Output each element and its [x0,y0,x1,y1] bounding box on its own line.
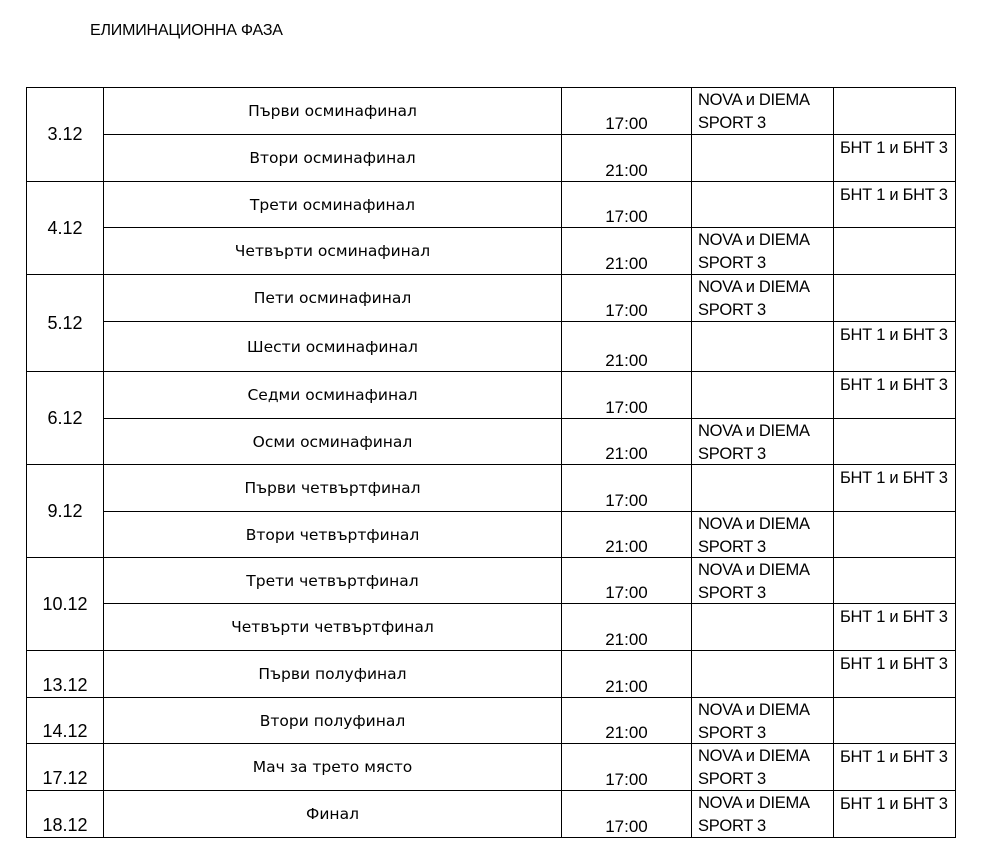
match-cell: Трети четвъртфинал [104,558,562,604]
match-cell: Осми осминафинал [104,419,562,465]
table-row [27,651,956,698]
time-cell: 21:00 [562,651,692,698]
time-cell: 17:00 [562,88,692,135]
broadcaster-bnt-cell-text: БНТ 1 и БНТ 3 [840,608,948,626]
match-cell: Трети осминафинал [104,182,562,228]
broadcaster-bnt-cell [834,275,956,322]
date-cell: 13.12 [27,651,104,698]
broadcaster-nova-cell [692,744,834,791]
broadcaster-nova-cell [692,604,834,651]
table-row [27,182,956,228]
match-cell: Финал [104,791,562,838]
broadcaster-nova-cell [692,372,834,419]
broadcaster-bnt-cell-text: БНТ 1 и БНТ 3 [840,326,948,344]
broadcaster-nova-cell-text: NOVA и DIEMA SPORT 3 [698,561,809,602]
broadcaster-bnt-cell-text: БНТ 1 и БНТ 3 [840,186,948,204]
broadcaster-bnt-cell [834,419,956,465]
date-cell: 4.12 [27,182,104,275]
date-cell: 14.12 [27,698,104,744]
broadcaster-nova-cell [692,228,834,275]
broadcaster-nova-cell-text: NOVA и DIEMA SPORT 3 [698,231,809,272]
broadcaster-nova-cell-text: NOVA и DIEMA SPORT 3 [698,278,809,319]
date-cell: 6.12 [27,372,104,465]
broadcaster-bnt-cell [834,135,956,182]
date-cell: 3.12 [27,88,104,182]
table-row [27,419,956,465]
time-cell: 17:00 [562,372,692,419]
broadcaster-nova-cell [692,465,834,512]
broadcaster-bnt-cell [834,604,956,651]
broadcaster-bnt-cell [834,322,956,372]
broadcaster-bnt-cell [834,88,956,135]
time-cell: 17:00 [562,791,692,838]
time-cell: 21:00 [562,604,692,651]
broadcaster-bnt-cell [834,465,956,512]
table-row [27,791,956,838]
broadcaster-bnt-cell [834,651,956,698]
match-cell: Втори четвъртфинал [104,512,562,558]
time-cell: 21:00 [562,698,692,744]
broadcaster-bnt-cell-text: БНТ 1 и БНТ 3 [840,139,948,157]
time-cell: 21:00 [562,419,692,465]
broadcaster-bnt-cell [834,512,956,558]
match-cell: Първи осминафинал [104,88,562,135]
date-cell: 17.12 [27,744,104,791]
broadcaster-bnt-cell-text: БНТ 1 и БНТ 3 [840,655,948,673]
broadcaster-bnt-cell-text: БНТ 1 и БНТ 3 [840,795,948,813]
schedule-table [26,87,956,838]
match-cell: Първи четвъртфинал [104,465,562,512]
time-cell: 21:00 [562,512,692,558]
table-row [27,604,956,651]
time-cell: 21:00 [562,228,692,275]
broadcaster-nova-cell [692,698,834,744]
broadcaster-nova-cell-text: NOVA и DIEMA SPORT 3 [698,422,809,463]
time-cell: 17:00 [562,275,692,322]
schedule-body [27,88,956,838]
table-row [27,512,956,558]
match-cell: Четвърти осминафинал [104,228,562,275]
broadcaster-bnt-cell [834,182,956,228]
broadcaster-nova-cell [692,88,834,135]
broadcaster-nova-cell-text: NOVA и DIEMA SPORT 3 [698,701,809,742]
table-row [27,88,956,135]
broadcaster-nova-cell-text: NOVA и DIEMA SPORT 3 [698,515,809,556]
broadcaster-bnt-cell [834,791,956,838]
match-cell: Мач за трето място [104,744,562,791]
broadcaster-bnt-cell [834,228,956,275]
table-row [27,228,956,275]
broadcaster-nova-cell [692,512,834,558]
broadcaster-bnt-cell-text: БНТ 1 и БНТ 3 [840,376,948,394]
broadcaster-bnt-cell [834,744,956,791]
broadcaster-nova-cell [692,322,834,372]
match-cell: Четвърти четвъртфинал [104,604,562,651]
broadcaster-bnt-cell [834,558,956,604]
date-cell: 9.12 [27,465,104,558]
table-row [27,322,956,372]
broadcaster-bnt-cell-text: БНТ 1 и БНТ 3 [840,748,948,766]
broadcaster-nova-cell-text: NOVA и DIEMA SPORT 3 [698,794,809,835]
time-cell: 17:00 [562,182,692,228]
broadcaster-bnt-cell-text: БНТ 1 и БНТ 3 [840,469,948,487]
broadcaster-nova-cell [692,558,834,604]
match-cell: Втори осминафинал [104,135,562,182]
time-cell: 21:00 [562,322,692,372]
broadcaster-nova-cell-text: NOVA и DIEMA SPORT 3 [698,747,809,788]
table-row [27,744,956,791]
date-cell: 5.12 [27,275,104,372]
match-cell: Първи полуфинал [104,651,562,698]
match-cell: Шести осминафинал [104,322,562,372]
time-cell: 17:00 [562,558,692,604]
broadcaster-nova-cell-text: NOVA и DIEMA SPORT 3 [698,91,809,132]
table-row [27,135,956,182]
broadcaster-bnt-cell [834,372,956,419]
page-title: ЕЛИМИНАЦИОННА ФАЗА [90,22,283,39]
table-row [27,465,956,512]
table-row [27,275,956,322]
match-cell: Втори полуфинал [104,698,562,744]
broadcaster-nova-cell [692,791,834,838]
broadcaster-nova-cell [692,419,834,465]
broadcaster-nova-cell [692,135,834,182]
date-cell: 18.12 [27,791,104,838]
broadcaster-nova-cell [692,182,834,228]
broadcaster-nova-cell [692,275,834,322]
table-row [27,372,956,419]
broadcaster-nova-cell [692,651,834,698]
table-row [27,558,956,604]
table-row [27,698,956,744]
match-cell: Пети осминафинал [104,275,562,322]
broadcaster-bnt-cell [834,698,956,744]
time-cell: 17:00 [562,465,692,512]
time-cell: 21:00 [562,135,692,182]
date-cell: 10.12 [27,558,104,651]
match-cell: Седми осминафинал [104,372,562,419]
time-cell: 17:00 [562,744,692,791]
